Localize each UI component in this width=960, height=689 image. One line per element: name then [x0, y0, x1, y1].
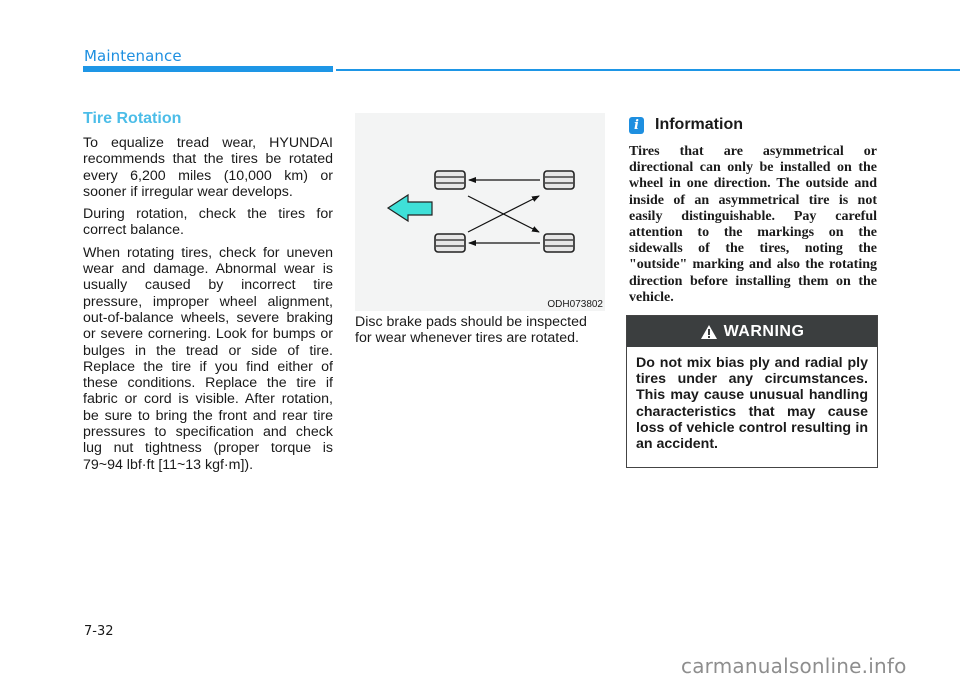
warning-triangle-icon — [700, 324, 718, 340]
tire-rotation-diagram — [355, 113, 605, 311]
watermark: carmanualsonline.info — [681, 654, 907, 678]
heading-tire-rotation: Tire Rotation — [83, 110, 182, 127]
paragraph: During rotation, check the tires for correct balance. — [83, 206, 333, 239]
information-title: Information — [655, 116, 743, 133]
information-body: Tires that are asymmetrical or directional can only be installed on the wheel in one direction. The outside and inside of an asymmetrical tire is not easily distinguishable. Pay careful attention to the markings on the sidewalls of the tires, noting the "outside" marking and also the rotating direction before installing them on the vehicle. — [629, 144, 877, 305]
figure-caption: Disc brake pads should be inspected for wear whenever tires are rotated. — [355, 314, 587, 347]
warning-body: Do not mix bias ply and radial ply tires under any circumstances. This may cause unusual handling characteristics that may cause loss of vehicle control resulting in an accident. — [636, 355, 868, 453]
warning-header — [627, 316, 877, 347]
paragraph: When rotating tires, check for uneven wear and damage. Abnormal wear is usually caused by incorrect tire pressure, improper wheel alignment, out-of-balance wheels, severe braking or severe cornering. Look for bumps or bulges in the tread or side of tire. Replace the tire if you find either of these conditions. Replace the tire if fabric or cord is visible. After rotation, be sure to bring the front and rear tire pressures to specification and check lug nut tightness (proper torque is 79~94 lbf·ft [11~13 kgf·m]). — [83, 244, 333, 473]
paragraph: To equalize tread wear, HYUNDAI recommends that the tires be rotated every 6,200 miles (10,000 km) or sooner if irregular wear develops. — [83, 135, 333, 200]
section-title: Maintenance — [84, 47, 182, 65]
left-column — [83, 110, 333, 479]
information-heading — [629, 116, 743, 134]
front-left-tire-icon — [435, 171, 465, 189]
header-bar-thick — [83, 66, 333, 72]
front-right-tire-icon — [435, 234, 465, 252]
warning-box — [626, 315, 878, 468]
rear-right-tire-icon — [544, 234, 574, 252]
page-number: 7-32 — [84, 624, 114, 639]
figure-code: ODH073802 — [547, 299, 603, 310]
rear-left-tire-icon — [544, 171, 574, 189]
info-icon: i — [629, 117, 644, 134]
header-bar-thin — [336, 69, 960, 71]
forward-arrow-icon — [388, 195, 432, 221]
tire-rotation-figure — [355, 113, 605, 311]
warning-title: WARNING — [723, 322, 805, 340]
